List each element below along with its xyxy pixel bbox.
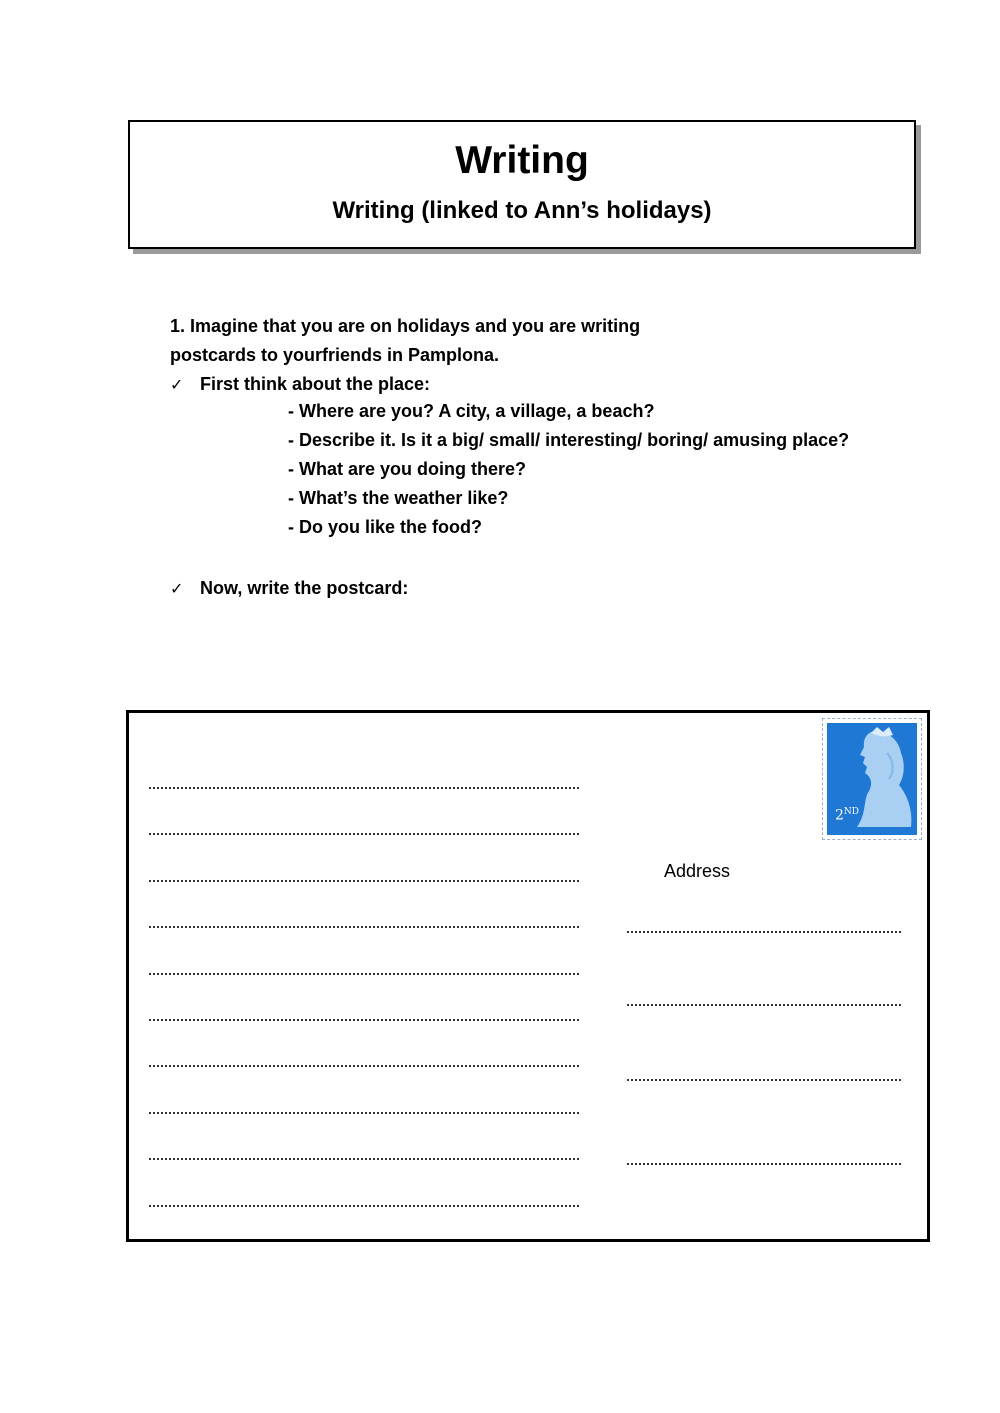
question-list [288,400,890,539]
question-item: - Where are you? A city, a village, a beach? [288,401,655,421]
question-item: - Describe it. Is it a big/ small/ interesting/ boring/ amusing place? [288,430,850,450]
message-line[interactable] [149,961,579,1007]
question-item: - What are you doing there? [288,459,527,479]
instructions [170,312,890,604]
page-title: Writing [455,139,589,182]
second-step [170,574,890,604]
check-icon: ✓ [170,581,184,598]
spacer [170,545,890,574]
message-line[interactable] [149,914,579,960]
message-line[interactable] [149,1100,579,1146]
address-line[interactable] [627,931,901,933]
message-line[interactable] [149,821,579,867]
address-line[interactable] [627,1079,901,1081]
address-label: Address [664,861,731,881]
postcard [126,710,930,1242]
message-line[interactable] [149,775,579,821]
page-subtitle: Writing (linked to Ann’s holidays) [332,197,712,224]
message-line[interactable] [149,868,579,914]
message-line[interactable] [149,1053,579,1099]
first-step [170,370,890,400]
address-line[interactable] [627,1004,901,1006]
message-line[interactable] [149,1007,579,1053]
title-box [128,120,916,249]
question-item: - What’s the weather like? [288,488,509,508]
postage-stamp [822,718,922,840]
second-step-label: Now, write the postcard: [200,578,409,598]
address-line[interactable] [627,1163,901,1165]
message-lines [149,775,579,1239]
task-line-2: postcards to yourfriends in Pamplona. [170,345,500,365]
question-item: - Do you like the food? [288,517,482,537]
check-icon: ✓ [170,377,184,394]
stamp-value-label: 2ND [835,807,860,824]
message-line[interactable] [149,1146,579,1192]
first-step-label: First think about the place: [200,374,431,394]
stamp-image [827,723,917,835]
task-line-1: 1. Imagine that you are on holidays and you are writing [170,316,641,336]
message-line[interactable] [149,1193,579,1239]
